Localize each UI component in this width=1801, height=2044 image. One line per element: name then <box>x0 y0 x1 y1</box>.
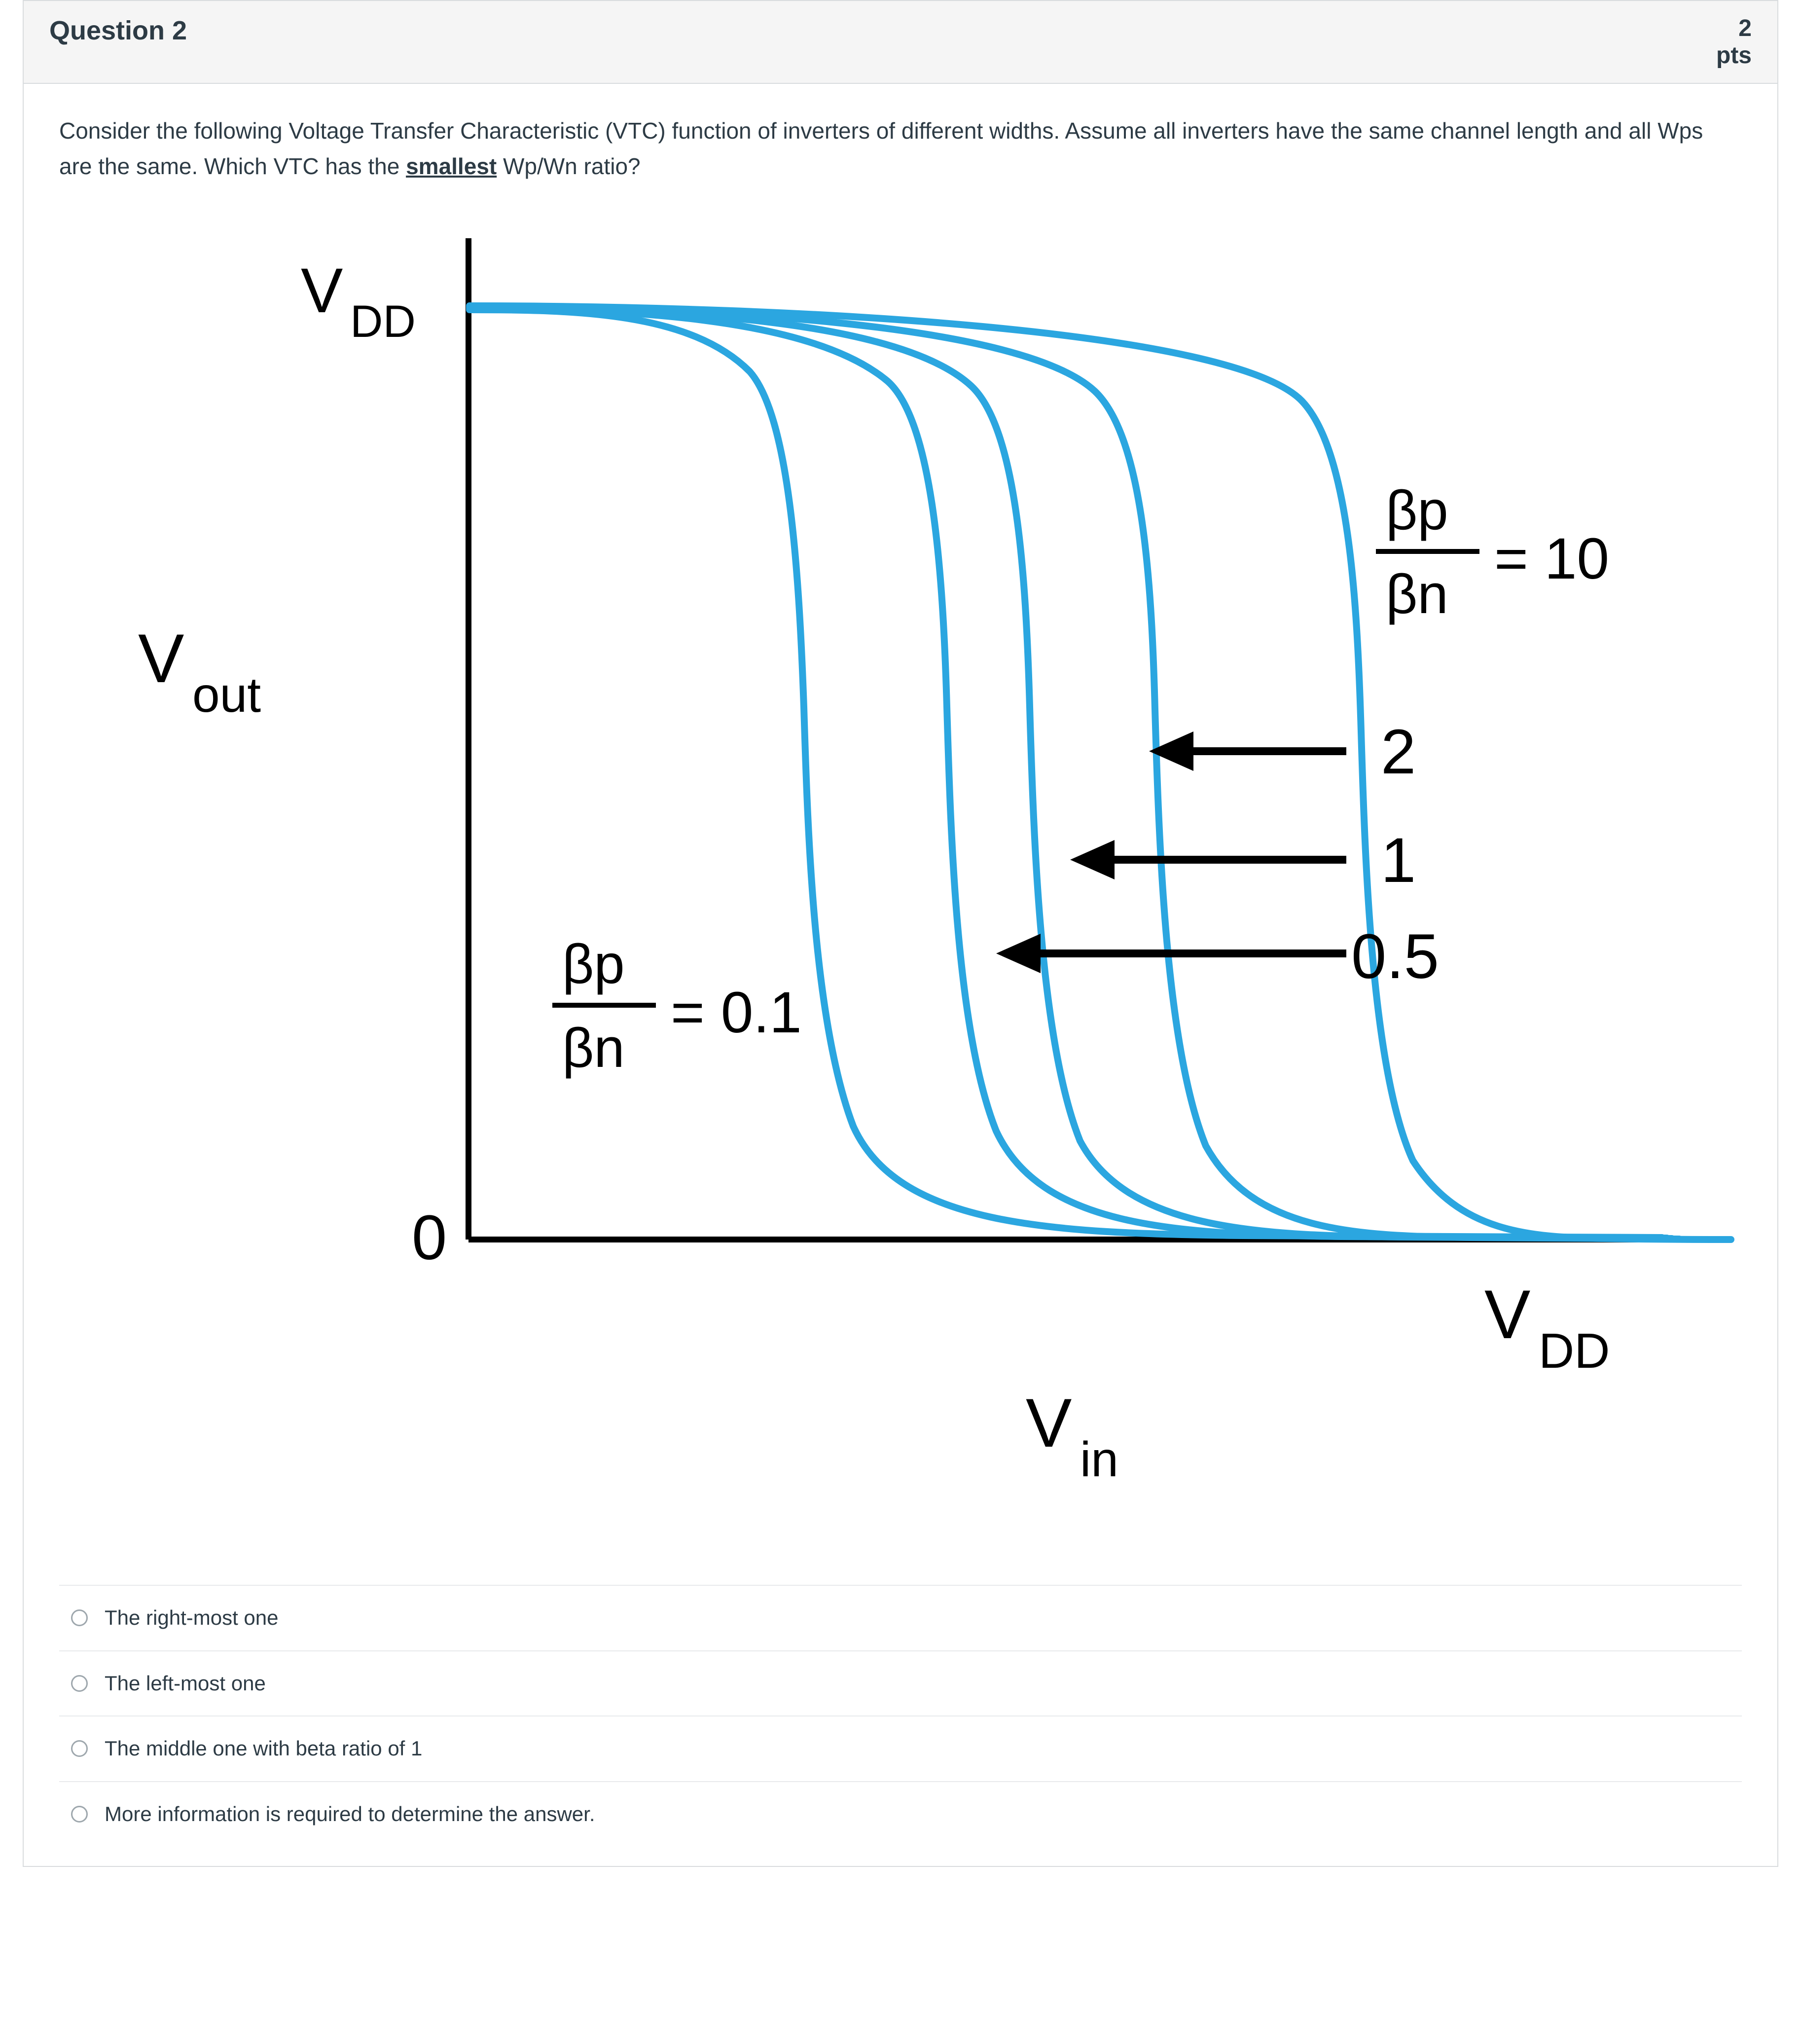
radio-button-icon[interactable] <box>71 1675 88 1692</box>
annotation-label-2: 2 <box>1381 716 1416 787</box>
question-body <box>24 84 1777 1866</box>
ratio-0p1-value: = 0.1 <box>671 980 802 1045</box>
prompt-text-part1: Consider the following Voltage Transfer Characteristic (VTC) function of inverters of different widths. Assume all inverters have the same channel length and all Wps are the same. Which VTC has the <box>59 118 1703 179</box>
ratio-10-denominator: βn <box>1386 563 1448 625</box>
y-axis-zero-tick: 0 <box>412 1202 447 1273</box>
radio-button-icon[interactable] <box>71 1806 88 1823</box>
chart-axes <box>468 238 1731 1240</box>
vtc-curves <box>469 306 1731 1240</box>
annotation-arrow-0p5 <box>996 921 1439 992</box>
answer-option-2[interactable] <box>59 1650 1742 1716</box>
answer-option-4[interactable] <box>59 1781 1742 1847</box>
annotation-ratio-10 <box>1376 479 1609 625</box>
vtc-curve-2 <box>469 307 1679 1239</box>
vtc-chart <box>59 223 1746 1555</box>
vtc-curve-1 <box>469 308 1672 1239</box>
answer-label-2: The left-most one <box>105 1671 266 1695</box>
x-axis-end-tick-sub: DD <box>1539 1323 1610 1379</box>
question-header <box>24 1 1777 84</box>
annotation-label-0p5: 0.5 <box>1351 921 1439 992</box>
annotation-arrow-2 <box>1149 717 1416 787</box>
ratio-0p1-numerator: βp <box>562 933 625 995</box>
radio-button-icon[interactable] <box>71 1740 88 1757</box>
points-label: pts <box>1716 42 1752 69</box>
answer-option-3[interactable] <box>59 1716 1742 1781</box>
prompt-text-part2: Wp/Wn ratio? <box>497 153 641 179</box>
annotation-label-1: 1 <box>1381 825 1416 896</box>
quiz-question-container <box>23 0 1778 1867</box>
question-prompt <box>59 113 1736 184</box>
ratio-10-value: = 10 <box>1494 526 1609 591</box>
y-axis-top-tick-main: V <box>301 255 343 326</box>
answer-options <box>59 1585 1742 1866</box>
ratio-10-numerator: βp <box>1386 479 1448 541</box>
question-title: Question 2 <box>49 16 187 45</box>
answer-label-3: The middle one with beta ratio of 1 <box>105 1737 423 1760</box>
answer-option-1[interactable] <box>59 1585 1742 1650</box>
ratio-0p1-denominator: βn <box>562 1017 625 1079</box>
vtc-curve-10 <box>469 306 1731 1240</box>
question-points <box>1693 15 1752 69</box>
x-axis-label-main: V <box>1026 1384 1072 1461</box>
y-axis-top-tick-sub: DD <box>350 296 416 347</box>
vtc-figure-wrapper <box>59 223 1742 1555</box>
points-value: 2 <box>1738 15 1752 41</box>
answer-label-4: More information is required to determine the answer. <box>105 1802 595 1825</box>
prompt-emphasis: smallest <box>406 153 497 179</box>
x-axis-end-tick-main: V <box>1484 1275 1531 1353</box>
x-axis-label-sub: in <box>1080 1431 1118 1487</box>
answer-label-1: The right-most one <box>105 1606 279 1629</box>
annotation-ratio-0p1 <box>552 933 802 1079</box>
y-axis-label-sub: out <box>192 667 261 723</box>
y-axis-label-main: V <box>138 619 184 697</box>
radio-button-icon[interactable] <box>71 1609 88 1626</box>
